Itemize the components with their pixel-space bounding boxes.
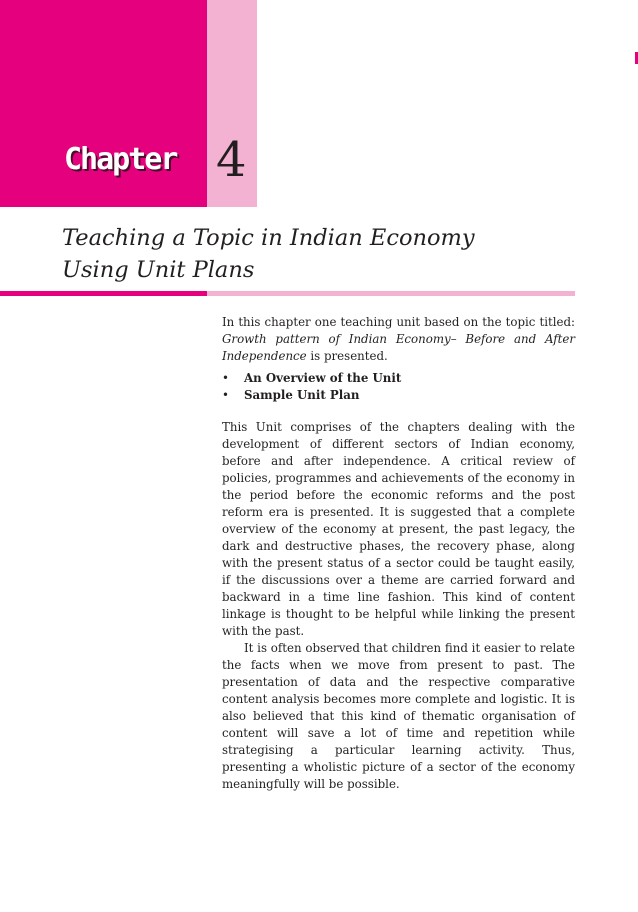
title-rule-light <box>207 291 575 296</box>
chapter-number: 4 <box>216 132 247 188</box>
chapter-body <box>222 314 575 793</box>
chapter-title-line-2: Using Unit Plans <box>62 257 255 283</box>
contents-list <box>222 370 575 404</box>
list-item-label: Sample Unit Plan <box>244 388 360 402</box>
bullet-icon: • <box>222 371 229 385</box>
chapter-title <box>62 222 582 286</box>
chapter-title-line-1: Teaching a Topic in Indian Economy <box>62 225 475 251</box>
list-item <box>222 370 575 387</box>
chapter-label: Chapter <box>64 142 177 177</box>
topic-title: Growth pattern of Indian Economy– Before and After Independence <box>222 332 575 363</box>
intro-text-start: In this chapter one teaching unit based on the topic titled: <box>222 315 575 329</box>
intro-text-end: is presented. <box>306 349 388 363</box>
list-item-label: An Overview of the Unit <box>244 371 402 385</box>
intro-paragraph <box>222 314 575 365</box>
list-item <box>222 387 575 404</box>
body-paragraph-1: This Unit comprises of the chapters dealing with the development of different sectors of Indian economy, before and after independence. A critical review of policies, programmes and achievements of the economy in the period before the economic reforms and the post reform era is presented. It is suggested that a complete overview of the economy at present, the past legacy, the dark and destructive phases, the recovery phase, along with the present status of a sector could be taught easily, if the discussions over a theme are carried forward and backward in a time line fashion. This kind of content linkage is thought to be helpful while linking the present with the past. <box>222 420 575 638</box>
body-paragraph-2: It is often observed that children find it easier to relate the facts when we move from present to past. The presentation of data and the respective comparative content analysis becomes more complete and logistic. It is also believed that this kind of thematic organisation of content will save a lot of time and repetition while strategising a particular learning activity. Thus, presenting a wholistic picture of a sector of the economy meaningfully will be possible. <box>222 641 575 791</box>
bullet-icon: • <box>222 388 229 402</box>
title-rule-dark <box>0 291 207 296</box>
